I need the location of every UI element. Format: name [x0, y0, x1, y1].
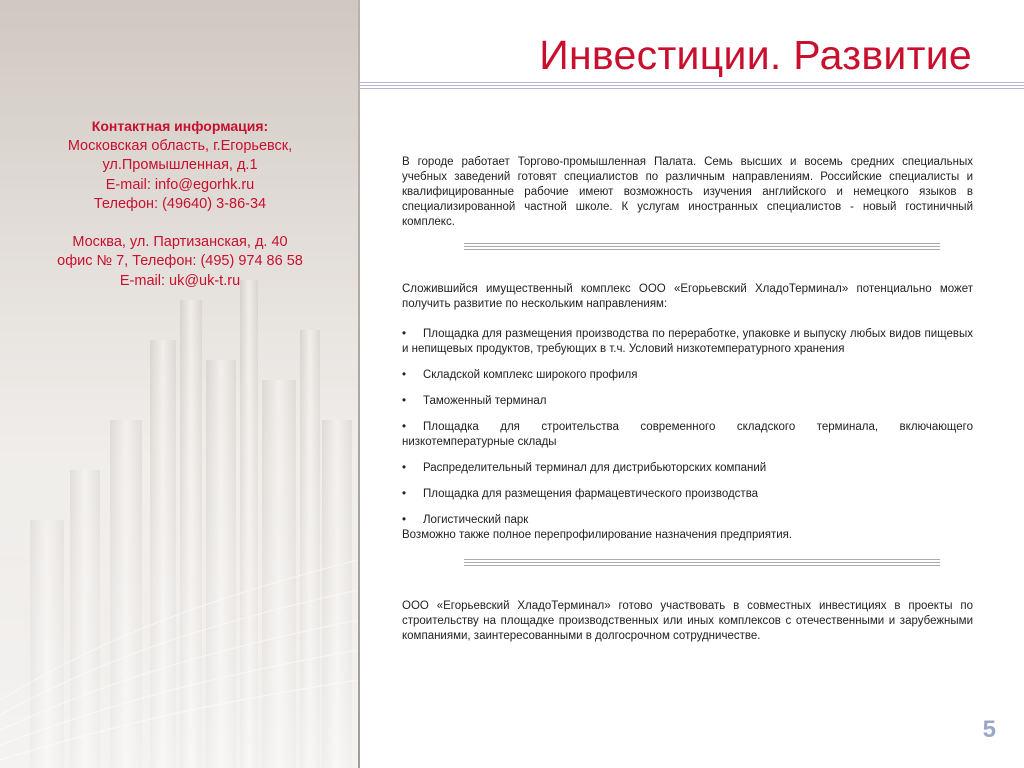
contact-street-line: ул.Промышленная, д.1 [102, 157, 258, 173]
list-item: • Складской комплекс широкого профиля [402, 369, 638, 381]
bullet-icon: • [402, 369, 407, 381]
page-number: 5 [982, 716, 996, 743]
contact-heading: Контактная информация: [91, 118, 269, 134]
buildings-illustration [0, 0, 358, 768]
page-title: Инвестиции. Развитие [539, 32, 972, 78]
list-item: • Площадка для размещения производства по переработке, упаковке и выпуску любых видов пищевых и непищевых продуктов, требующих в т.ч. Условий низкотемпературного хранения [402, 328, 973, 355]
moscow-address-line: Москва, ул. Партизанская, д. 40 [72, 233, 288, 250]
bullet-icon: • [402, 395, 407, 407]
paragraph-city: В городе работает Торгово-промышленная Палата. Семь высших и восемь средних специальных учебных заведений готовят специалистов по различным направлениям. Российские специалисты и квалифицированные рабочие имеют возможность изучения английского и немецкого языков в специализированной частной школе. К услугам иностранных специалистов - новый гостиничный комплекс. [402, 156, 973, 228]
bullet-icon: • [402, 328, 407, 340]
contact-info [20, 117, 340, 291]
bullet-icon: • [402, 462, 407, 474]
list-item: • Логистический парк [402, 514, 529, 526]
moscow-email-line: E-mail: uk@uk-t.ru [119, 272, 241, 289]
list-item: • Таможенный терминал [402, 395, 547, 407]
section-separator [464, 559, 940, 568]
paragraph-investment: ООО «Егорьевский ХладоТерминал» готово участвовать в совместных инвестициях в проекты по строительству на площадке производственных или иных комплексов с отечественными и зарубежными компаниями, заинтересованными в долгосрочном сотрудничестве. [402, 600, 973, 642]
bullet-icon: • [402, 421, 407, 433]
contact-email-line: E-mail: info@egorhk.ru [105, 176, 255, 193]
moscow-office-phone-line: офис № 7, Телефон: (495) 974 86 58 [57, 253, 303, 269]
list-item: • Площадка для размещения фармацевтического производства [402, 488, 759, 500]
paragraph-complex: Сложившийся имущественный комплекс ООО «Егорьевский ХладоТерминал» потенциально может получить развитие по нескольким направлениям: [402, 283, 973, 310]
list-item: • Площадка для строительства современного складского терминала, включающего низкотемпературные склады [402, 421, 973, 448]
decorative-panel [0, 0, 358, 768]
contact-phone-line: Телефон: (49640) 3-86-34 [93, 196, 267, 212]
bullet-icon: • [402, 514, 407, 526]
contact-address-line: Московская область, г.Егорьевск, [67, 137, 293, 154]
main-content [402, 155, 973, 644]
bullet-icon: • [402, 488, 407, 500]
list-item: • Распределительный терминал для дистрибьюторских компаний [402, 462, 767, 474]
panel-divider [358, 0, 360, 768]
paragraph-repurpose: Возможно также полное перепрофилирование назначения предприятия. [402, 529, 793, 541]
title-rule [358, 82, 1024, 91]
section-separator [464, 243, 940, 252]
